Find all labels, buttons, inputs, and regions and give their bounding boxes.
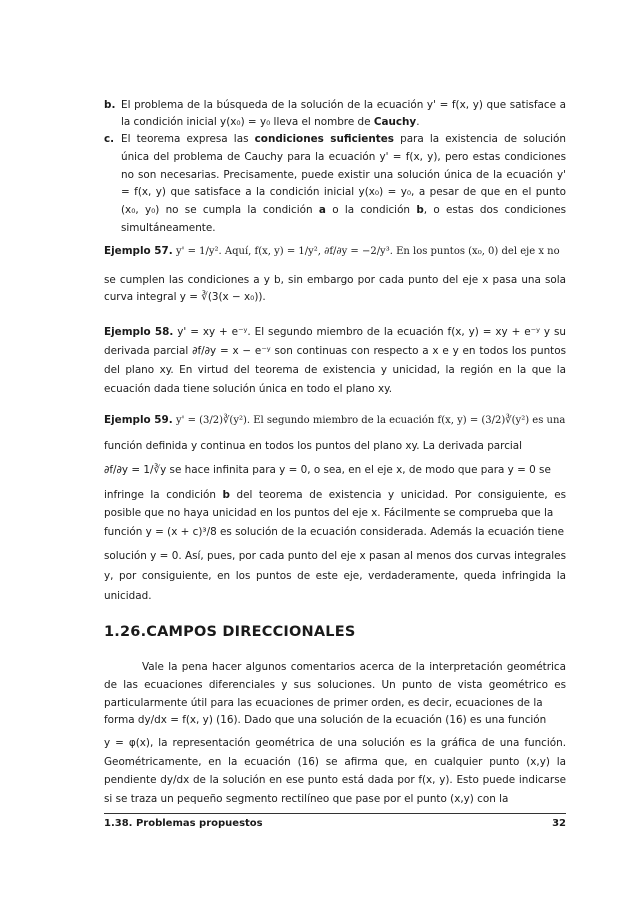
example-text: infringe la condición xyxy=(104,489,216,501)
example-text: función definida y continua en todos los puntos del plano xy. La derivada parcial xyxy=(104,440,523,452)
list-item-c xyxy=(104,131,566,238)
item-label: b. xyxy=(104,99,116,111)
item-label: c. xyxy=(104,133,115,145)
example-bold-term: b xyxy=(222,489,230,501)
section-heading: 1.26.CAMPOS DIRECCIONALES xyxy=(104,624,356,640)
example-title: Ejemplo 58. xyxy=(104,326,174,338)
item-text: o la condición xyxy=(332,204,411,217)
item-text: para la existencia de solución única del problema de Cauchy para la ecuación y' = f(x, y), pero estas condiciones no son necesarias. Precisamente, puede existir una solución única de la ecuación y' = f(x, y) que satisface a la condición inicial y(x₀) = y₀, a pesar de que en el punto (x₀, y₀) no se cumpla la condición xyxy=(121,133,566,217)
example-text: del teorema de existencia y unicidad. Por consiguiente, es posible que no haya unicidad en los puntos del eje x. Fácilmente se comprueba que la xyxy=(104,489,567,519)
example-text: ∂f/∂y = 1/∛y se hace infinita para y = 0, o sea, en el eje x, de modo que para y = 0 se xyxy=(104,464,551,476)
item-text: , o estas dos condiciones simultáneamente. xyxy=(121,204,567,234)
example-59-l6 xyxy=(104,546,566,606)
example-59-l5 xyxy=(104,524,566,541)
item-bold-term: condiciones suficientes xyxy=(254,133,394,145)
example-59-l3 xyxy=(104,462,566,479)
section-paragraph-cont xyxy=(104,734,566,808)
footer-divider xyxy=(104,813,566,814)
item-bold-term: a xyxy=(318,204,326,217)
example-57-cont xyxy=(104,272,566,306)
example-59-l2 xyxy=(104,438,566,455)
example-text: solución y = 0. Así, pues, por cada punto del eje x pasan al menos dos curvas integrales y, por consiguiente, en los puntos de este eje, verdaderamente, queda infringida la unicidad. xyxy=(104,550,566,602)
example-title: Ejemplo 59. xyxy=(104,414,173,426)
section-paragraph-formula xyxy=(104,712,566,729)
item-end: . xyxy=(416,116,420,128)
paragraph-text: forma dy/dx = f(x, y) (16). Dado que una solución de la ecuación (16) es una función xyxy=(104,714,547,726)
example-text: función y = (x + c)³/8 es solución de la ecuación considerada. Además la ecuación tiene xyxy=(104,526,565,538)
example-59-l4 xyxy=(104,486,566,522)
page-number: 32 xyxy=(552,818,566,829)
example-text: se cumplen las condiciones a y b, sin embargo por cada punto del eje x pasa una sola curva integral y = ∛(3(x − x₀)). xyxy=(104,274,566,303)
item-text: El teorema expresa las xyxy=(121,133,249,145)
example-text: y' = 1/y². Aquí, f(x, y) = 1/y², ∂f/∂y = −2/y³. En los puntos (x₀, 0) del eje x no xyxy=(176,246,560,257)
example-title: Ejemplo 57. xyxy=(104,245,173,257)
item-text: El problema de la búsqueda de la solución de la ecuación y' = f(x, y) que satisface a la condición inicial y(x₀) = y₀ lleva el nombre de xyxy=(121,99,566,128)
paragraph-text: Vale la pena hacer algunos comentarios acerca de la interpretación geométrica de las ecuaciones diferenciales y sus soluciones. Un punto de vista geométrico es particularmente útil para las ecuaciones de primer orden, es decir, ecuaciones de la xyxy=(104,661,566,709)
example-57 xyxy=(104,243,566,260)
footer-section-label: 1.38. Problemas propuestos xyxy=(104,818,263,829)
list-item-b xyxy=(104,97,566,131)
item-bold-term: b xyxy=(416,204,424,217)
paragraph-text: y = φ(x), la representación geométrica de una solución es la gráfica de una función. Geométricamente, en la ecuación (16) se afirma que, en cualquier punto (x,y) la pendiente dy/dx de la solución en ese punto está dada por f(x, y). Esto puede indicarse si se traza un pequeño segmento rectilíneo que pase por el punto (x,y) con la xyxy=(104,737,566,805)
example-58 xyxy=(104,323,566,399)
section-paragraph xyxy=(104,658,566,712)
example-59 xyxy=(104,412,566,429)
item-bold-term: Cauchy xyxy=(373,116,417,128)
example-text: y' = (3/2)∛(y²). El segundo miembro de la ecuación f(x, y) = (3/2)∛(y²) es una xyxy=(176,415,566,426)
example-text: y' = xy + e⁻ʸ. El segundo miembro de la ecuación f(x, y) = xy + e⁻ʸ y su derivada parcial ∂f/∂y = x − e⁻ʸ son continuas con respecto a x e y en todos los puntos del plano xy. En virtud del teorema de existencia y unicidad, la región en la que la ecuación dada tiene solución única en todo el plano xy. xyxy=(104,326,566,395)
